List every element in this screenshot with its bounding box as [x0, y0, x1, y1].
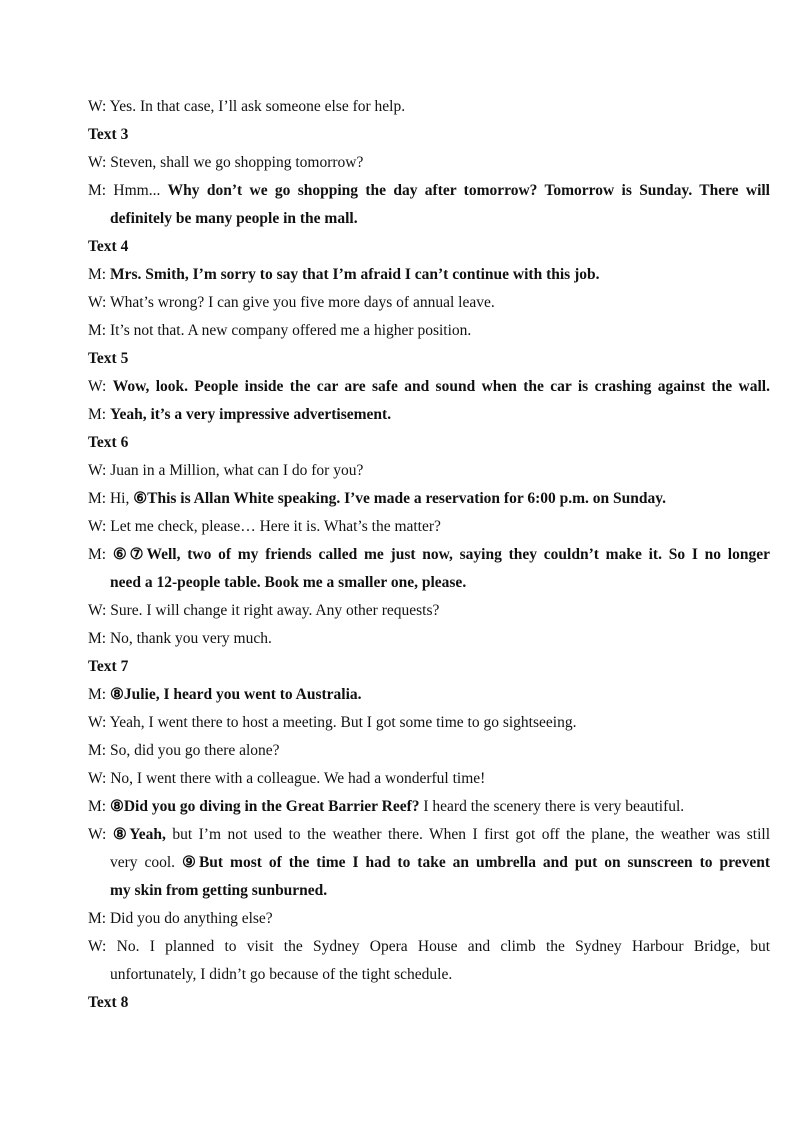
dialogue-line: W: What’s wrong? I can give you five more days of annual leave.	[88, 294, 495, 311]
section-heading-text-6: Text 6	[88, 434, 129, 451]
dialogue-line: M: Mrs. Smith, I’m sorry to say that I’m afraid I can’t continue with this job.	[88, 266, 600, 283]
dialogue-line-continued: my skin from getting sunburned.	[110, 882, 328, 899]
section-heading-text-3: Text 3	[88, 126, 129, 143]
dialogue-line: W: Yes. In that case, I’ll ask someone else for help.	[88, 98, 406, 115]
dialogue-line: M: Hi, ⑥This is Allan White speaking. I’ve made a reservation for 6:00 p.m. on Sunday.	[88, 490, 667, 507]
dialogue-line-continued: definitely be many people in the mall.	[110, 210, 358, 227]
dialogue-line: W: Yeah, I went there to host a meeting. But I got some time to go sightseeing.	[88, 714, 577, 731]
section-heading-text-4: Text 4	[88, 238, 129, 255]
dialogue-line: W: Let me check, please… Here it is. What’s the matter?	[88, 518, 441, 535]
dialogue-line-continued: need a 12-people table. Book me a smaller one, please.	[110, 574, 467, 591]
section-heading-text-8: Text 8	[88, 994, 129, 1011]
dialogue-line: W: ⑧Yeah, but I’m not used to the weather there. When I first got off the plane, the weather was still	[88, 826, 770, 843]
dialogue-line-continued: very cool. ⑨But most of the time I had to take an umbrella and put on sunscreen to prevent	[110, 854, 770, 871]
section-heading-text-5: Text 5	[88, 350, 129, 367]
dialogue-line: W: Steven, shall we go shopping tomorrow?	[88, 154, 364, 171]
dialogue-line: M: Did you do anything else?	[88, 910, 273, 927]
section-heading-text-7: Text 7	[88, 658, 129, 675]
dialogue-line: M: Yeah, it’s a very impressive advertisement.	[88, 406, 392, 423]
dialogue-line: W: Sure. I will change it right away. Any other requests?	[88, 602, 440, 619]
dialogue-line: W: No, I went there with a colleague. We had a wonderful time!	[88, 770, 486, 787]
dialogue-line: W: Juan in a Million, what can I do for you?	[88, 462, 364, 479]
dialogue-line: M: ⑧Julie, I heard you went to Australia.	[88, 686, 362, 703]
dialogue-line: M: ⑧Did you go diving in the Great Barrier Reef? I heard the scenery there is very beautiful.	[88, 798, 685, 815]
dialogue-line-continued: unfortunately, I didn’t go because of the tight schedule.	[110, 966, 453, 983]
dialogue-line: M: So, did you go there alone?	[88, 742, 280, 759]
dialogue-line: M: Hmm... Why don’t we go shopping the day after tomorrow? Tomorrow is Sunday. There will	[88, 182, 770, 199]
dialogue-line: W: No. I planned to visit the Sydney Opera House and climb the Sydney Harbour Bridge, but	[88, 938, 770, 955]
dialogue-line: M: It’s not that. A new company offered me a higher position.	[88, 322, 472, 339]
dialogue-line: W: Wow, look. People inside the car are safe and sound when the car is crashing against the wall.	[88, 378, 770, 395]
dialogue-line: M: ⑥⑦Well, two of my friends called me just now, saying they couldn’t make it. So I no longer	[88, 546, 770, 563]
dialogue-line: M: No, thank you very much.	[88, 630, 272, 647]
